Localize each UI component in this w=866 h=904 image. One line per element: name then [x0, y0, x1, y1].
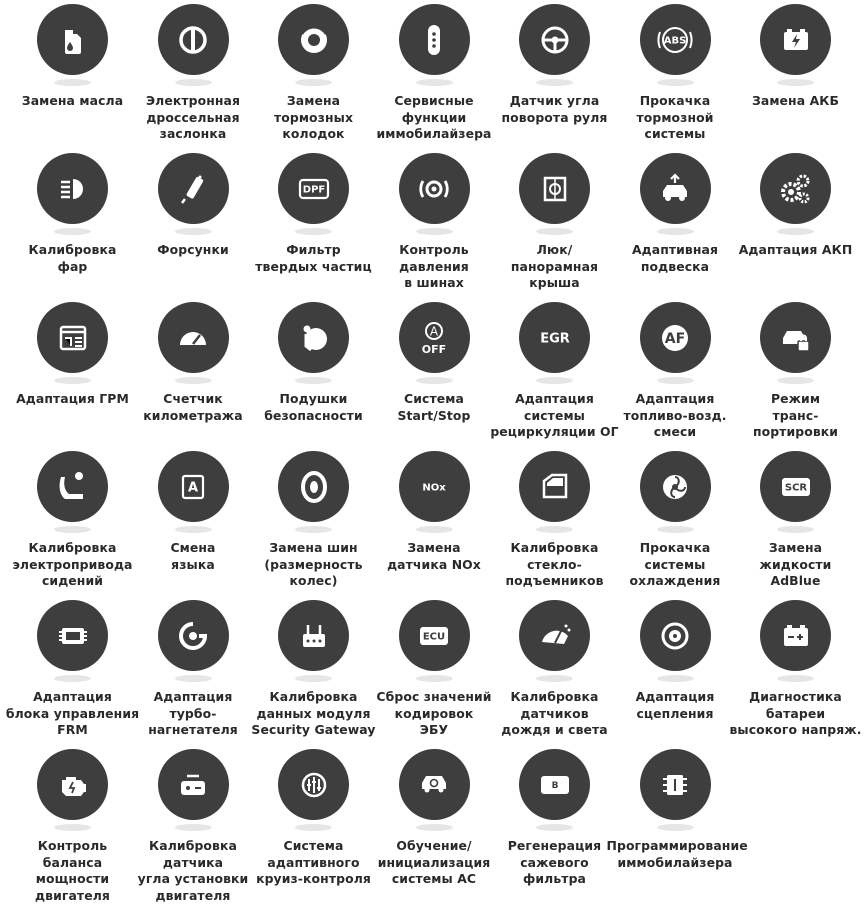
icon-shadow — [777, 79, 814, 86]
function-label: Счетчик километража — [143, 391, 243, 423]
injector-icon — [158, 153, 229, 224]
icon-shadow — [657, 377, 694, 384]
function-tile[interactable] — [735, 4, 856, 152]
icon-shadow — [536, 824, 573, 831]
function-tile[interactable] — [253, 749, 374, 897]
function-label: Калибровка электропривода сидений — [12, 540, 133, 588]
icon-shadow — [657, 824, 694, 831]
icon-shadow — [54, 526, 91, 533]
function-tile[interactable] — [253, 302, 374, 450]
egr-icon — [519, 302, 590, 373]
function-tile[interactable] — [253, 153, 374, 301]
timing-icon — [37, 302, 108, 373]
af-icon — [640, 302, 711, 373]
icon-shadow — [175, 824, 212, 831]
function-label: Электронная дроссельная заслонка — [145, 93, 241, 141]
function-label: Калибровка датчиков дождя и света — [501, 689, 608, 737]
function-label: Датчик угла поворота руля — [501, 93, 608, 125]
icon-shadow — [777, 526, 814, 533]
function-label: Замена АКБ — [751, 93, 840, 108]
function-label: Замена датчика NOx — [387, 540, 481, 572]
function-tile[interactable] — [494, 749, 615, 897]
angle-sensor-icon — [158, 749, 229, 820]
function-tile[interactable] — [12, 749, 133, 903]
icon-shadow — [657, 675, 694, 682]
function-tile[interactable] — [490, 302, 619, 450]
icon-shadow — [777, 228, 814, 235]
clutch-icon — [640, 600, 711, 671]
frm-module-icon — [37, 600, 108, 671]
function-label: Замена шин (размерность колес) — [264, 540, 363, 588]
function-label: Калибровка датчика угла установки двигателя — [137, 838, 249, 903]
function-label: Режим транс- портировки — [752, 391, 839, 439]
icon-shadow — [54, 675, 91, 682]
ac-icon — [399, 749, 470, 820]
start-stop-icon — [399, 302, 470, 373]
function-label: Калибровка стекло- подъемников — [505, 540, 604, 588]
icon-shadow — [295, 377, 332, 384]
svg-text:ECU: ECU — [422, 631, 446, 643]
function-tile[interactable] — [253, 600, 374, 748]
function-label: Сервисные функции иммобилайзера — [376, 93, 492, 141]
throttle-icon — [158, 4, 229, 75]
svg-text:B: B — [551, 780, 558, 791]
icon-shadow — [416, 228, 453, 235]
window-icon — [519, 451, 590, 522]
function-label: Калибровка фар — [28, 242, 117, 274]
svg-text:A: A — [187, 480, 199, 496]
function-tile[interactable] — [615, 153, 736, 301]
function-tile[interactable] — [133, 302, 254, 450]
function-tile[interactable] — [494, 4, 615, 152]
icon-shadow — [54, 824, 91, 831]
icon-shadow — [175, 228, 212, 235]
function-tile[interactable] — [374, 302, 495, 450]
function-tile[interactable] — [374, 749, 495, 897]
function-tile[interactable] — [615, 4, 736, 152]
function-tile[interactable] — [494, 451, 615, 599]
icon-shadow — [536, 675, 573, 682]
gears-icon — [760, 153, 831, 224]
turbo-icon — [158, 600, 229, 671]
function-tile[interactable] — [253, 4, 374, 152]
function-label: Люк/ панорамная крыша — [510, 242, 599, 290]
function-tile[interactable] — [12, 302, 133, 450]
chip-icon — [640, 749, 711, 820]
function-label: Адаптация системы рециркуляции ОГ — [490, 391, 619, 439]
icon-shadow — [295, 675, 332, 682]
nox-icon — [399, 451, 470, 522]
dpf-icon — [278, 153, 349, 224]
wiper-icon — [519, 600, 590, 671]
icon-shadow — [54, 228, 91, 235]
function-label: Замена жидкости AdBlue — [759, 540, 832, 588]
gateway-icon — [278, 600, 349, 671]
function-tile[interactable] — [374, 4, 495, 152]
brake-pads-icon — [278, 4, 349, 75]
icon-shadow — [416, 79, 453, 86]
icon-shadow — [295, 526, 332, 533]
function-tile[interactable] — [615, 451, 736, 599]
function-tile[interactable] — [12, 4, 133, 152]
icon-shadow — [536, 377, 573, 384]
function-label: Замена тормозных колодок — [273, 93, 354, 141]
function-tile[interactable] — [735, 451, 856, 599]
language-icon — [158, 451, 229, 522]
icon-shadow — [536, 79, 573, 86]
function-tile[interactable] — [133, 749, 254, 903]
icon-shadow — [657, 228, 694, 235]
function-tile[interactable] — [133, 451, 254, 599]
icon-shadow — [54, 79, 91, 86]
icon-shadow — [657, 79, 694, 86]
function-tile[interactable] — [12, 153, 133, 301]
function-tile[interactable] — [606, 749, 748, 897]
transport-mode-icon — [760, 302, 831, 373]
function-tile[interactable] — [12, 451, 133, 599]
function-tile[interactable] — [5, 600, 140, 748]
icon-shadow — [416, 526, 453, 533]
function-label: Адаптация АКП — [738, 242, 853, 257]
icon-shadow — [175, 377, 212, 384]
icon-shadow — [657, 526, 694, 533]
function-tile[interactable] — [615, 600, 736, 748]
tire-icon — [278, 451, 349, 522]
function-label: Контроль давления в шинах — [399, 242, 469, 290]
function-tile[interactable] — [735, 153, 856, 301]
function-label: Диагностика батареи высокого напряж. — [729, 689, 862, 737]
function-label: Адаптация ГРМ — [16, 391, 129, 406]
function-tile[interactable] — [735, 302, 856, 450]
function-label: Программирование иммобилайзера — [606, 838, 748, 870]
abs-icon — [640, 4, 711, 75]
function-label: Система Start/Stop — [397, 391, 471, 423]
function-tile[interactable] — [615, 302, 736, 450]
function-label: Адаптация сцепления — [635, 689, 715, 721]
icon-shadow — [175, 526, 212, 533]
function-label: Контроль баланса мощности двигателя — [35, 838, 110, 903]
svg-text:A: A — [429, 324, 439, 338]
function-label: Прокачка тормозной системы — [636, 93, 714, 141]
svg-text:OFF: OFF — [421, 342, 447, 356]
function-label: Обучение/ инициализация системы АС — [377, 838, 491, 886]
icon-shadow — [54, 377, 91, 384]
function-tile[interactable] — [133, 4, 254, 152]
svg-text:AF: AF — [664, 330, 686, 347]
icon-shadow — [175, 79, 212, 86]
function-label: Адаптивная подвеска — [631, 242, 719, 274]
speedometer-icon — [158, 302, 229, 373]
engine-icon — [37, 749, 108, 820]
icon-shadow — [295, 79, 332, 86]
suspension-icon — [640, 153, 711, 224]
svg-text:NOx: NOx — [422, 482, 446, 494]
car-key-icon — [399, 4, 470, 75]
icon-shadow — [175, 675, 212, 682]
function-label: Адаптация блока управления FRM — [5, 689, 140, 737]
svg-text:EGR: EGR — [539, 331, 570, 347]
icon-shadow — [777, 377, 814, 384]
function-label: Система адаптивного круиз-контроля — [256, 838, 371, 886]
function-label: Фильтр твердых частиц — [255, 242, 372, 274]
sunroof-icon — [519, 153, 590, 224]
function-label: Форсунки — [157, 242, 229, 257]
function-tile[interactable] — [133, 153, 254, 301]
function-label: Прокачка системы охлаждения — [629, 540, 721, 588]
oil-can-icon — [37, 4, 108, 75]
battery-icon — [760, 4, 831, 75]
headlight-icon — [37, 153, 108, 224]
function-label: Подушки безопасности — [264, 391, 363, 423]
airbag-icon — [278, 302, 349, 373]
function-tile[interactable] — [374, 451, 495, 599]
function-tile[interactable] — [494, 153, 615, 301]
hv-battery-icon — [760, 600, 831, 671]
function-tile[interactable] — [729, 600, 862, 748]
steering-wheel-icon — [519, 4, 590, 75]
function-label: Сброс значений кодировок ЭБУ — [376, 689, 492, 737]
function-label: Адаптация топливо-возд. смеси — [623, 391, 727, 439]
seat-icon — [37, 451, 108, 522]
icon-shadow — [416, 377, 453, 384]
ecu-icon — [399, 600, 470, 671]
svg-text:DPF: DPF — [302, 184, 325, 196]
function-tile[interactable] — [133, 600, 254, 748]
tpms-icon — [399, 153, 470, 224]
icon-shadow — [536, 526, 573, 533]
cruise-icon — [278, 749, 349, 820]
function-tile[interactable] — [494, 600, 615, 748]
icon-shadow — [416, 675, 453, 682]
icon-shadow — [416, 824, 453, 831]
function-label: Замена масла — [21, 93, 124, 108]
svg-text:ABS: ABS — [663, 35, 687, 47]
icon-shadow — [777, 675, 814, 682]
scr-icon — [760, 451, 831, 522]
regen-icon — [519, 749, 590, 820]
function-tile[interactable] — [374, 153, 495, 301]
function-label: Смена языка — [170, 540, 216, 572]
icon-shadow — [295, 824, 332, 831]
function-tile[interactable] — [374, 600, 495, 748]
function-tile[interactable] — [253, 451, 374, 599]
icon-shadow — [295, 228, 332, 235]
function-label: Регенерация сажевого фильтра — [507, 838, 602, 886]
function-label: Калибровка данных модуля Security Gateway — [251, 689, 376, 737]
icon-shadow — [536, 228, 573, 235]
coolant-icon — [640, 451, 711, 522]
svg-text:SCR: SCR — [784, 482, 807, 494]
function-label: Адаптация турбо- нагнетателя — [148, 689, 238, 737]
